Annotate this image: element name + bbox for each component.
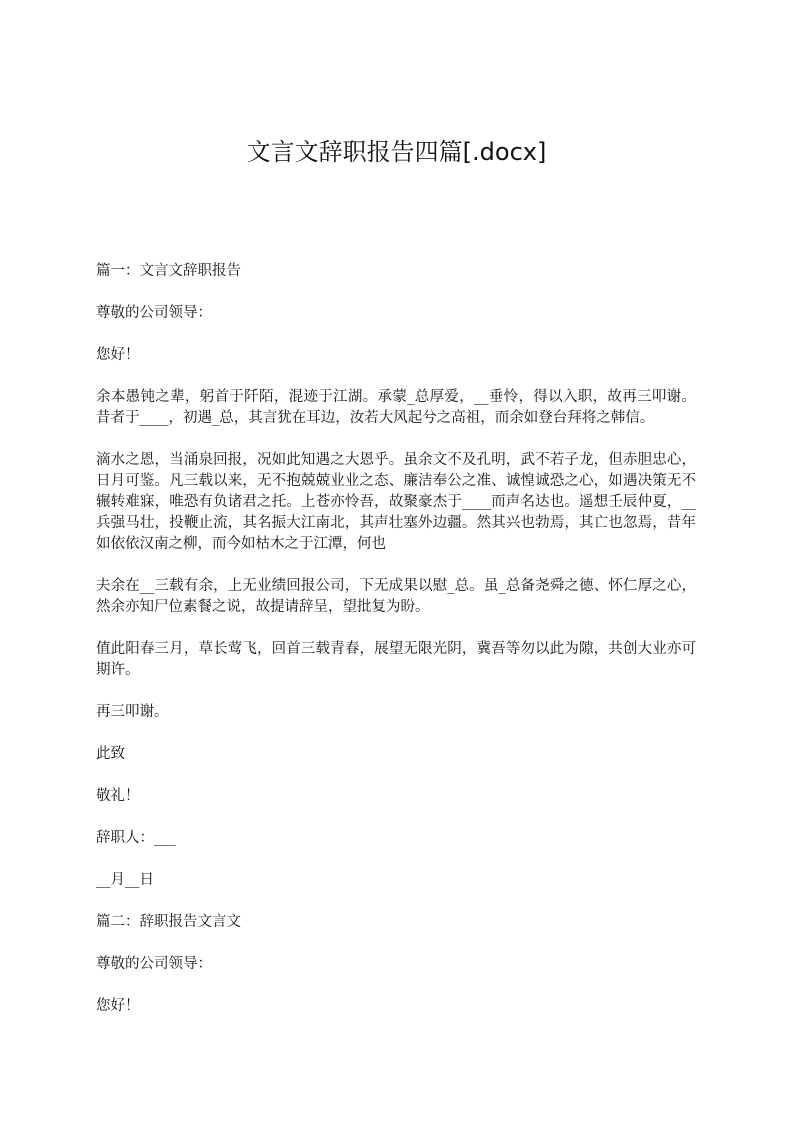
section-heading-1: 篇一：文言文辞职报告 (96, 263, 241, 279)
salutation: 尊敬的公司领导： (96, 305, 212, 321)
thanks-line: 再三叩谢。 (96, 704, 169, 720)
body-paragraph: 余本愚钝之辈，躬首于阡陌，混迹于江湖。承蒙_总厚爱，__垂怜，得以入职，故再三叩谢。昔者于____，初遇_总，其言犹在耳边，汝若大风起兮之高祖，而余如登台拜将之韩信。 (96, 389, 696, 426)
greeting: 您好！ (96, 998, 140, 1014)
document-body (96, 261, 696, 1038)
body-paragraph: 夫余在__三载有余，上无业绩回报公司，下无成果以慰_总。虽_总备尧舜之德、怀仁厚之心，然余亦知尸位素餐之说，故提请辞呈，望批复为盼。 (96, 578, 696, 615)
salutation: 尊敬的公司领导： (96, 956, 212, 972)
document-title: 文言文辞职报告四篇[.docx] (246, 138, 547, 166)
greeting: 您好！ (96, 347, 140, 363)
signature-line: 辞职人：___ (96, 830, 176, 846)
closing-line: 此致 (96, 746, 125, 762)
section-heading-2: 篇二：辞职报告文言文 (96, 914, 241, 930)
date-line: __月__日 (96, 872, 154, 888)
body-paragraph: 值此阳春三月，草长莺飞，回首三载青春，展望无限光阴，冀吾等勿以此为隙，共创大业亦可期许。 (96, 641, 696, 678)
body-paragraph: 滴水之恩，当涌泉回报，况如此知遇之大恩乎。虽余文不及孔明，武不若子龙，但赤胆忠心，日月可鉴。凡三载以来，无不抱兢兢业业之态、廉洁奉公之准、诚惶诚恐之心，如遇决策无不辗转难寐，唯恐有负诸君之托。上苍亦怜吾，故聚豪杰于____而声名达也。遥想壬辰仲夏，__兵强马壮，投鞭止流，其名振大江南北，其声壮塞外边疆。然其兴也勃焉，其亡也忽焉，昔年如依依汉南之柳，而今如枯木之于江潭，何也 (96, 452, 696, 552)
regards-line: 敬礼！ (96, 788, 140, 804)
